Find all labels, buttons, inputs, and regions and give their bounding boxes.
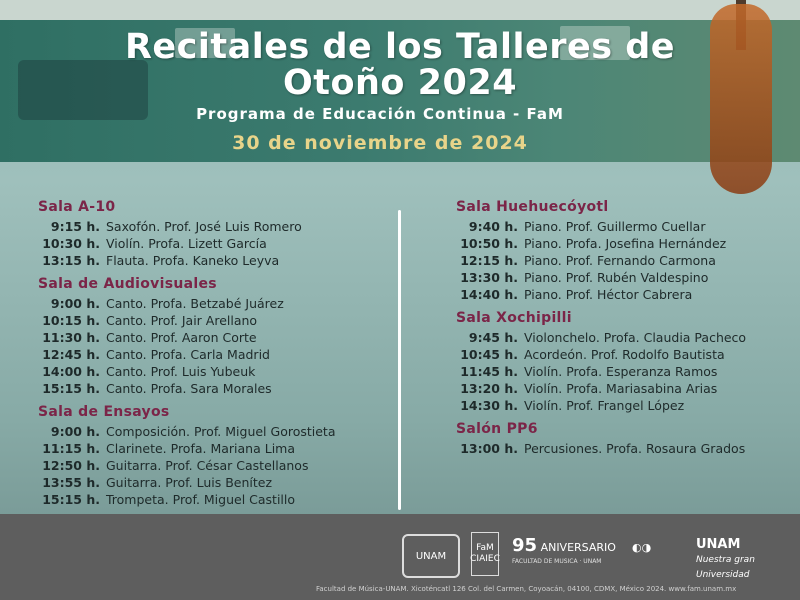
schedule-left-column bbox=[38, 198, 388, 514]
time: 15:15 h. bbox=[42, 492, 100, 507]
activity: Saxofón. Prof. José Luis Romero bbox=[106, 219, 302, 234]
activity: Violín. Profa. Lizett García bbox=[106, 236, 267, 251]
time: 10:50 h. bbox=[460, 236, 518, 251]
time: 14:40 h. bbox=[460, 287, 518, 302]
time: 13:30 h. bbox=[460, 270, 518, 285]
activity: Violín. Profa. Esperanza Ramos bbox=[524, 364, 718, 379]
time: 13:15 h. bbox=[42, 253, 100, 268]
schedule-row bbox=[38, 380, 388, 397]
schedule-row bbox=[38, 312, 388, 329]
schedule-row bbox=[38, 474, 388, 491]
activity: Canto. Prof. Luis Yubeuk bbox=[106, 364, 256, 379]
schedule-row bbox=[456, 380, 796, 397]
schedule-row bbox=[456, 346, 796, 363]
activity: Trompeta. Prof. Miguel Castillo bbox=[106, 492, 296, 507]
venue-section bbox=[456, 309, 796, 414]
schedule-row bbox=[38, 491, 388, 508]
venue-section bbox=[38, 198, 388, 269]
time: 10:15 h. bbox=[42, 313, 100, 328]
time: 14:00 h. bbox=[42, 364, 100, 379]
schedule-row bbox=[456, 329, 796, 346]
activity: Canto. Prof. Jair Arellano bbox=[106, 313, 258, 328]
column-divider bbox=[398, 210, 401, 510]
activity: Canto. Profa. Betzabé Juárez bbox=[106, 296, 284, 311]
schedule-row bbox=[456, 440, 796, 457]
event-date: 30 de noviembre de 2024 bbox=[232, 132, 528, 154]
header-top-strip bbox=[0, 0, 800, 20]
time: 12:50 h. bbox=[42, 458, 100, 473]
schedule-row bbox=[38, 363, 388, 380]
venue-title: Sala de Ensayos bbox=[38, 404, 170, 420]
rings-label: ◐◑ bbox=[632, 541, 652, 554]
activity: Violonchelo. Profa. Claudia Pacheco bbox=[524, 330, 747, 345]
activity: Clarinete. Profa. Mariana Lima bbox=[106, 441, 296, 456]
venue-title: Salón PP6 bbox=[456, 421, 538, 437]
time: 13:55 h. bbox=[42, 475, 100, 490]
activity: Composición. Prof. Miguel Gorostieta bbox=[106, 424, 336, 439]
activity: Canto. Profa. Carla Madrid bbox=[106, 347, 270, 362]
title-line-1: Recitales de los Talleres de bbox=[124, 27, 676, 67]
escudo-label: UNAM bbox=[415, 550, 447, 562]
schedule-row bbox=[38, 295, 388, 312]
time: 13:20 h. bbox=[460, 381, 518, 396]
time: 12:15 h. bbox=[460, 253, 518, 268]
schedule-row bbox=[456, 286, 796, 303]
aniversario-logo bbox=[512, 535, 616, 568]
venue-section bbox=[456, 198, 796, 303]
schedule-row bbox=[38, 457, 388, 474]
time: 9:00 h. bbox=[50, 296, 100, 311]
fam-logo bbox=[471, 532, 499, 576]
schedule-row bbox=[38, 346, 388, 363]
venue-title: Sala Xochipilli bbox=[456, 310, 572, 326]
schedule-right-column bbox=[456, 198, 796, 463]
schedule-row bbox=[456, 269, 796, 286]
time: 14:30 h. bbox=[460, 398, 518, 413]
venue-title: Sala de Audiovisuales bbox=[38, 276, 217, 292]
time: 9:40 h. bbox=[468, 219, 518, 234]
activity: Piano. Prof. Rubén Valdespino bbox=[524, 270, 709, 285]
venue-title: Sala A-10 bbox=[38, 199, 116, 215]
activity: Flauta. Profa. Kaneko Leyva bbox=[106, 253, 280, 268]
venue-section bbox=[38, 275, 388, 397]
schedule-row bbox=[456, 363, 796, 380]
unam-logo bbox=[696, 538, 760, 582]
unam-escudo-logo bbox=[402, 534, 460, 578]
schedule-row bbox=[456, 397, 796, 414]
aniversario-label: ANIVERSARIO bbox=[540, 541, 616, 554]
activity: Canto. Prof. Aaron Corte bbox=[106, 330, 257, 345]
rings-logo bbox=[632, 541, 684, 554]
subtitle: Programa de Educación Continua - FaM bbox=[196, 105, 564, 123]
time: 9:00 h. bbox=[50, 424, 100, 439]
schedule-row bbox=[38, 235, 388, 252]
activity: Canto. Profa. Sara Morales bbox=[106, 381, 272, 396]
footer-address: Facultad de Música-UNAM. Xicoténcatl 126 Col. del Carmen, Coyoacán, 04100, CDMX, México 2024. www.fam.unam.mx bbox=[316, 585, 737, 593]
schedule-row bbox=[38, 218, 388, 235]
venue-section bbox=[38, 403, 388, 508]
activity: Acordeón. Prof. Rodolfo Bautista bbox=[524, 347, 725, 362]
activity: Guitarra. Prof. Luis Benítez bbox=[106, 475, 273, 490]
activity: Violín. Profa. Mariasabina Arias bbox=[524, 381, 718, 396]
activity: Piano. Prof. Héctor Cabrera bbox=[524, 287, 693, 302]
aniversario-sub: FACULTAD DE MÚSICA · UNAM bbox=[512, 558, 602, 565]
time: 11:30 h. bbox=[42, 330, 100, 345]
fam-logo-line1: FaM bbox=[476, 543, 494, 553]
time: 10:30 h. bbox=[42, 236, 100, 251]
time: 11:15 h. bbox=[42, 441, 100, 456]
schedule-row bbox=[456, 218, 796, 235]
activity: Violín. Prof. Frangel López bbox=[524, 398, 685, 413]
schedule-row bbox=[38, 329, 388, 346]
activity: Percusiones. Profa. Rosaura Grados bbox=[524, 441, 746, 456]
time: 11:45 h. bbox=[460, 364, 518, 379]
activity: Piano. Prof. Guillermo Cuellar bbox=[524, 219, 706, 234]
schedule-row bbox=[456, 235, 796, 252]
activity: Guitarra. Prof. César Castellanos bbox=[106, 458, 309, 473]
time: 13:00 h. bbox=[460, 441, 518, 456]
venue-title: Sala Huehuecóyotl bbox=[456, 199, 609, 215]
schedule-row bbox=[38, 423, 388, 440]
schedule-row bbox=[38, 252, 388, 269]
activity: Piano. Prof. Fernando Carmona bbox=[524, 253, 716, 268]
time: 9:15 h. bbox=[50, 219, 100, 234]
aniversario-number: 95 bbox=[512, 535, 538, 556]
time: 12:45 h. bbox=[42, 347, 100, 362]
time: 15:15 h. bbox=[42, 381, 100, 396]
venue-section bbox=[456, 420, 796, 457]
title-line-2: Otoño 2024 bbox=[282, 63, 518, 103]
unam-slogan: Nuestra gran Universidad bbox=[696, 555, 755, 580]
fam-logo-line2: CIAIEC bbox=[470, 554, 500, 564]
schedule-row bbox=[456, 252, 796, 269]
activity: Piano. Profa. Josefina Hernández bbox=[524, 236, 727, 251]
time: 9:45 h. bbox=[468, 330, 518, 345]
unam-label: UNAM bbox=[696, 537, 741, 552]
time: 10:45 h. bbox=[460, 347, 518, 362]
schedule-row bbox=[38, 440, 388, 457]
